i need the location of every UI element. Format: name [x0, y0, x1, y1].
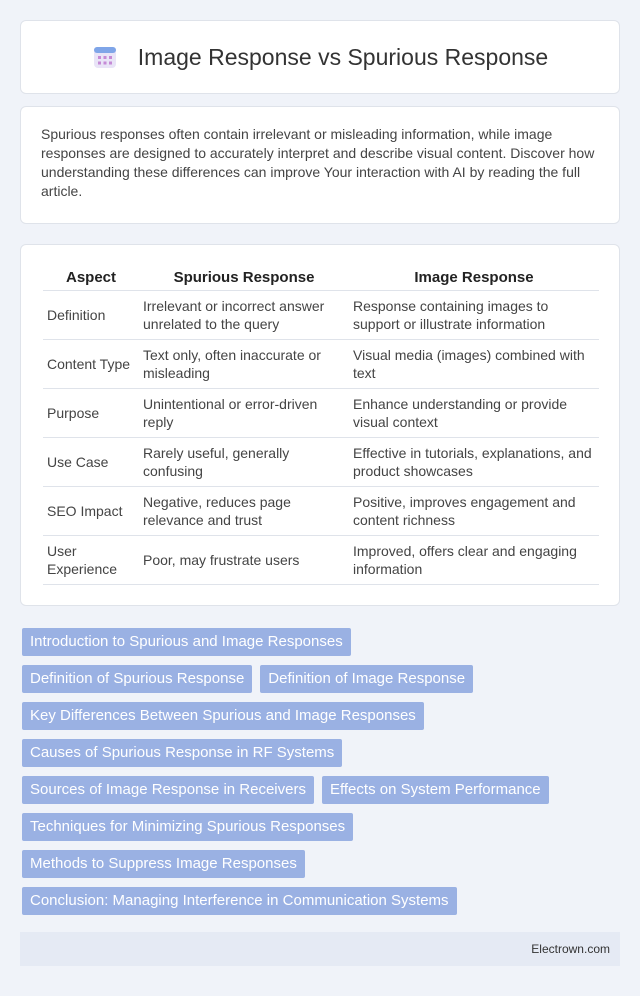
table-cell: Unintentional or error-driven reply: [139, 388, 349, 437]
column-header: Aspect: [43, 265, 139, 290]
table-cell: SEO Impact: [43, 486, 139, 535]
table-row: [43, 339, 599, 388]
column-header: Spurious Response: [139, 265, 349, 290]
table-cell: Text only, often inaccurate or misleading: [139, 339, 349, 388]
table-row: [43, 486, 599, 535]
table-cell: Improved, offers clear and engaging information: [349, 535, 599, 584]
column-header: Image Response: [349, 265, 599, 290]
topic-tags: [22, 628, 622, 924]
table-row: [43, 437, 599, 486]
table-row: [43, 535, 599, 584]
topic-tag-link[interactable]: Key Differences Between Spurious and Image Responses: [22, 702, 424, 730]
table-header-row: [43, 265, 599, 290]
table-cell: Definition: [43, 290, 139, 339]
topic-tag-link[interactable]: Causes of Spurious Response in RF Systems: [22, 739, 342, 767]
table-row: [43, 388, 599, 437]
table-cell: Visual media (images) combined with text: [349, 339, 599, 388]
topic-tag-link[interactable]: Introduction to Spurious and Image Responses: [22, 628, 351, 656]
table-row: [43, 290, 599, 339]
footer: [20, 932, 620, 966]
table-cell: Poor, may frustrate users: [139, 535, 349, 584]
intro-text: Spurious responses often contain irrelevant or misleading information, while image responses are designed to accurately interpret and describe visual content. Discover how understanding these differences can improve Your interaction with AI by reading the full article.: [41, 126, 595, 199]
table-cell: Content Type: [43, 339, 139, 388]
page-title: Image Response vs Spurious Response: [137, 43, 549, 70]
topic-tag-link[interactable]: Definition of Spurious Response: [22, 665, 252, 693]
footer-site-name: Electrown.com: [531, 942, 610, 956]
table-cell: Purpose: [43, 388, 139, 437]
table-cell: Positive, improves engagement and content richness: [349, 486, 599, 535]
table-cell: Negative, reduces page relevance and trust: [139, 486, 349, 535]
topic-tag-link[interactable]: Methods to Suppress Image Responses: [22, 850, 305, 878]
table-cell: User Experience: [43, 535, 139, 584]
table-cell: Effective in tutorials, explanations, and product showcases: [349, 437, 599, 486]
topic-tag-link[interactable]: Definition of Image Response: [260, 665, 473, 693]
topic-tag-link[interactable]: Techniques for Minimizing Spurious Responses: [22, 813, 353, 841]
topic-tag-link[interactable]: Sources of Image Response in Receivers: [22, 776, 314, 804]
comparison-table: [43, 265, 599, 585]
table-cell: Rarely useful, generally confusing: [139, 437, 349, 486]
intro-card: [20, 106, 620, 224]
table-cell: Irrelevant or incorrect answer unrelated to the query: [139, 290, 349, 339]
topic-tag-link[interactable]: Effects on System Performance: [322, 776, 549, 804]
table-cell: Response containing images to support or illustrate information: [349, 290, 599, 339]
calendar-grid-icon: [92, 44, 118, 70]
topic-tag-link[interactable]: Conclusion: Managing Interference in Communication Systems: [22, 887, 457, 915]
table-cell: Enhance understanding or provide visual context: [349, 388, 599, 437]
comparison-table-card: [20, 244, 620, 606]
table-cell: Use Case: [43, 437, 139, 486]
header-card: [20, 20, 620, 94]
